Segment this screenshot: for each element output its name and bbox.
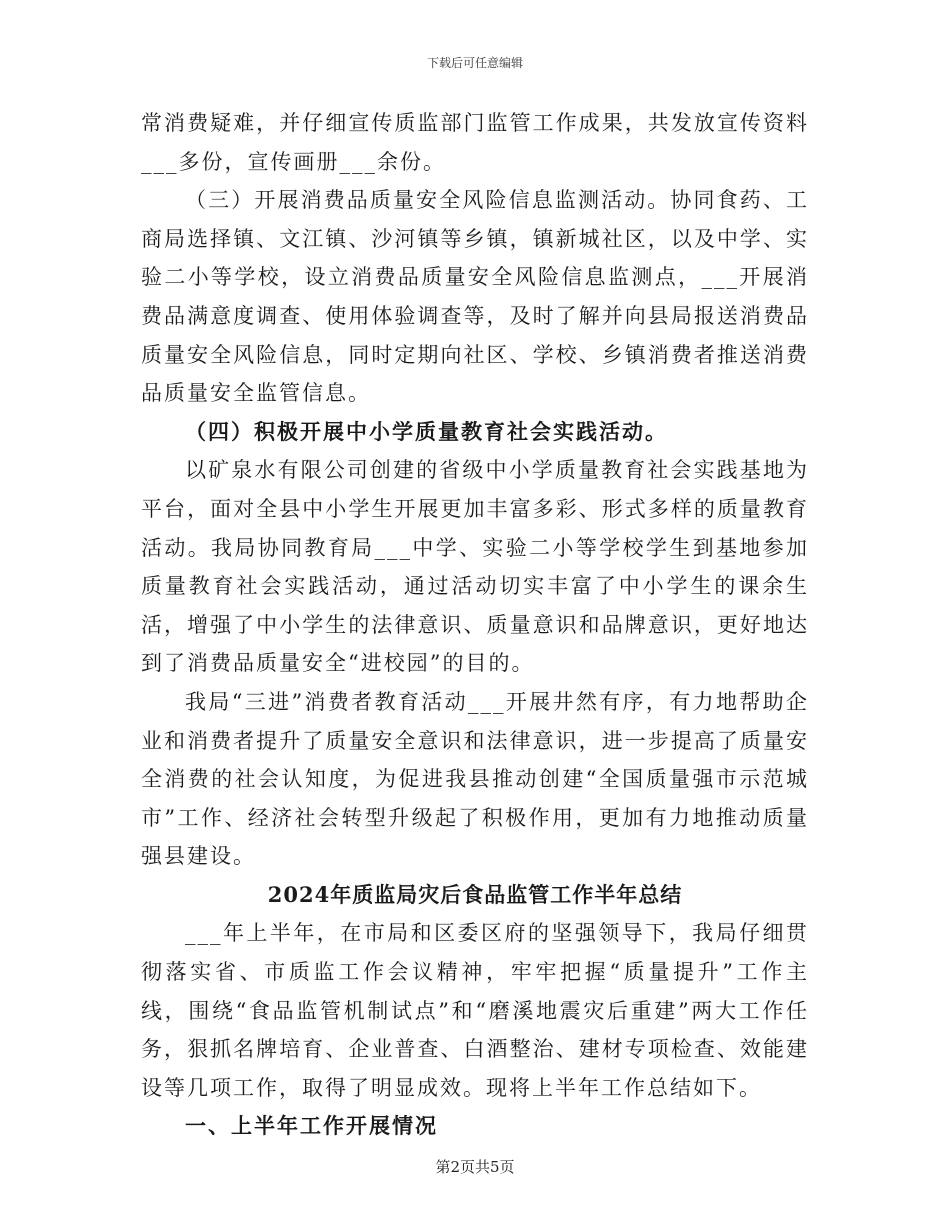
paragraph-three-entries: 我局“三进”消费者教育活动___开展井然有序，有力地帮助企业和消费者提升了质量安全意识和法律意识，进一步提高了质量安全消费的社会认知度，为促进我县推动创建“全国质量强市示范城市”工作、经济社会转型升级起了积极作用，更加有力地推动质量强县建设。	[141, 689, 809, 869]
document-body	[141, 104, 809, 1146]
heading-section-four: （四）积极开展中小学质量教育社会实践活动。	[185, 418, 668, 444]
subheading-first-half: 一、上半年工作开展情况	[185, 1113, 438, 1139]
paragraph-summary: ___年上半年，在市局和区委区府的坚强领导下，我局仔细贯彻落实省、市质监工作会议精神，牢牢把握“质量提升”工作主线，围绕“食品监管机制试点”和“磨溪地震灾后重建”两大工作任务，狠抓名牌培育、企业普查、白酒整治、建材专项检查、效能建设等几项工作，取得了明显成效。现将上半年工作总结如下。	[141, 921, 809, 1100]
page-number: 第2页共5页	[435, 1158, 515, 1176]
paragraph-section-three: （三）开展消费品质量安全风险信息监测活动。协同食药、工商局选择镇、文江镇、沙河镇等乡镇，镇新城社区，以及中学、实验二小等学校，设立消费品质量安全风险信息监测点，___开展消费品满意度调查、使用体验调查等，及时了解并向县局报送消费品质量安全风险信息，同时定期向社区、学校、乡镇消费者推送消费品质量安全监管信息。	[141, 188, 809, 406]
header-note: 下载后可任意编辑	[426, 56, 523, 70]
section-title: 2024年质监局灾后食品监管工作半年总结	[267, 881, 683, 907]
paragraph-continuation: 常消费疑难，并仔细宣传质监部门监管工作成果，共发放宣传资料___多份，宣传画册___余份。	[141, 111, 809, 174]
paragraph-practice-base: 以矿泉水有限公司创建的省级中小学质量教育社会实践基地为平台，面对全县中小学生开展更加丰富多彩、形式多样的质量教育活动。我局协同教育局___中学、实验二小等学校学生到基地参加质量教育社会实践活动，通过活动切实丰富了中小学生的课余生活，增强了中小学生的法律意识、质量意识和品牌意识，更好地达到了消费品质量安全“进校园”的目的。	[141, 458, 809, 676]
